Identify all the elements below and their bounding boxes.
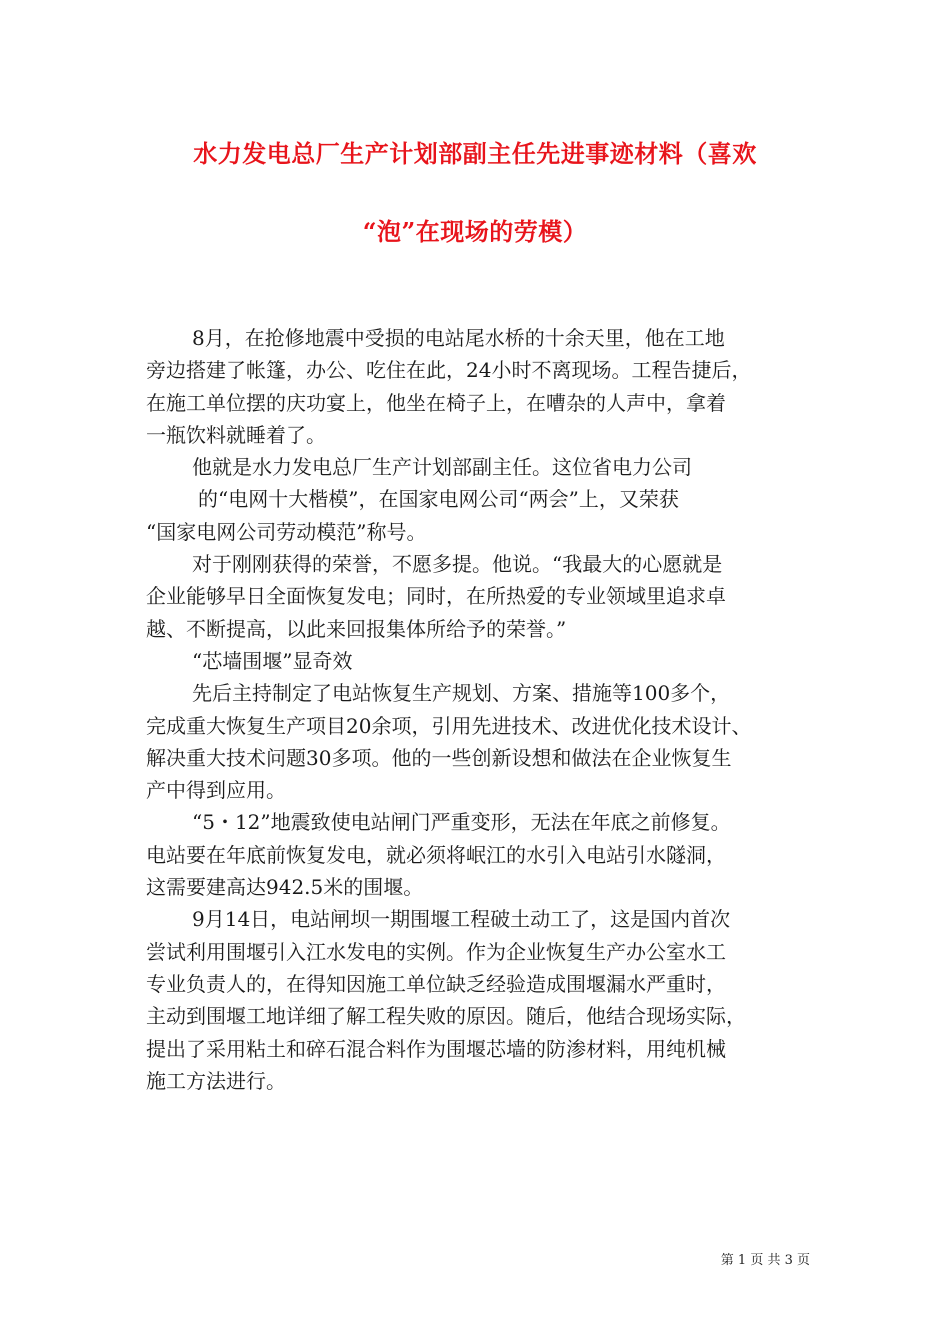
body-line: 完成重大恢复生产项目20余项，引用先进技术、改进优化技术设计、 bbox=[146, 713, 752, 738]
document-title-line-2: “泡”在现场的劳模） bbox=[362, 217, 588, 246]
body-line: 企业能够早日全面恢复发电；同时，在所热爱的专业领域里追求卓 bbox=[146, 584, 726, 609]
body-line: “5・12”地震致使电站闸门严重变形，无法在年底之前修复。 bbox=[192, 810, 731, 835]
body-line: 这需要建高达942.5米的围堰。 bbox=[146, 875, 424, 900]
page-number-footer: 第 1 页 共 3 页 bbox=[720, 1253, 810, 1268]
body-line: 提出了采用粘土和碎石混合料作为围堰芯墙的防渗材料，用纯机械 bbox=[146, 1036, 726, 1061]
body-line: 先后主持制定了电站恢复生产规划、方案、措施等100多个， bbox=[192, 681, 731, 706]
body-line: 产中得到应用。 bbox=[146, 778, 286, 803]
body-line: 一瓶饮料就睡着了。 bbox=[146, 422, 326, 447]
document-title-line-1: 水力发电总厂生产计划部副主任先进事迹材料（喜欢 bbox=[193, 139, 757, 168]
body-line: 对于刚刚获得的荣誉，不愿多提。他说。“我最大的心愿就是 bbox=[192, 552, 723, 577]
body-line: 旁边搭建了帐篷，办公、吃住在此，24小时不离现场。工程告捷后， bbox=[146, 358, 752, 383]
body-line: 专业负责人的，在得知因施工单位缺乏经验造成围堰漏水严重时， bbox=[146, 971, 726, 996]
body-line: 主动到围堰工地详细了解工程失败的原因。随后，他结合现场实际， bbox=[146, 1004, 746, 1029]
body-line: 越、不断提高，以此来回报集体所给予的荣誉。” bbox=[146, 616, 567, 641]
body-line: 施工方法进行。 bbox=[146, 1068, 286, 1093]
body-line: 他就是水力发电总厂生产计划部副主任。这位省电力公司 bbox=[192, 455, 692, 480]
body-line: 9月14日，电站闸坝一期围堰工程破土动工了，这是国内首次 bbox=[192, 907, 731, 932]
section-subheading: “芯墙围堰”显奇效 bbox=[192, 648, 353, 673]
body-line: 电站要在年底前恢复发电，就必须将岷江的水引入电站引水隧洞， bbox=[146, 842, 726, 867]
document-body bbox=[146, 322, 811, 1097]
body-line: 尝试利用围堰引入江水发电的实例。作为企业恢复生产办公室水工 bbox=[146, 939, 726, 964]
body-line: 的“电网十大楷模”，在国家电网公司“两会”上，又荣获 bbox=[198, 487, 679, 512]
body-line: 解决重大技术问题30多项。他的一些创新设想和做法在企业恢复生 bbox=[146, 745, 732, 770]
body-line: 8月，在抢修地震中受损的电站尾水桥的十余天里，他在工地 bbox=[192, 326, 725, 350]
body-line: “国家电网公司劳动模范”称号。 bbox=[146, 519, 427, 544]
body-line: 在施工单位摆的庆功宴上，他坐在椅子上，在嘈杂的人声中，拿着 bbox=[146, 390, 726, 415]
